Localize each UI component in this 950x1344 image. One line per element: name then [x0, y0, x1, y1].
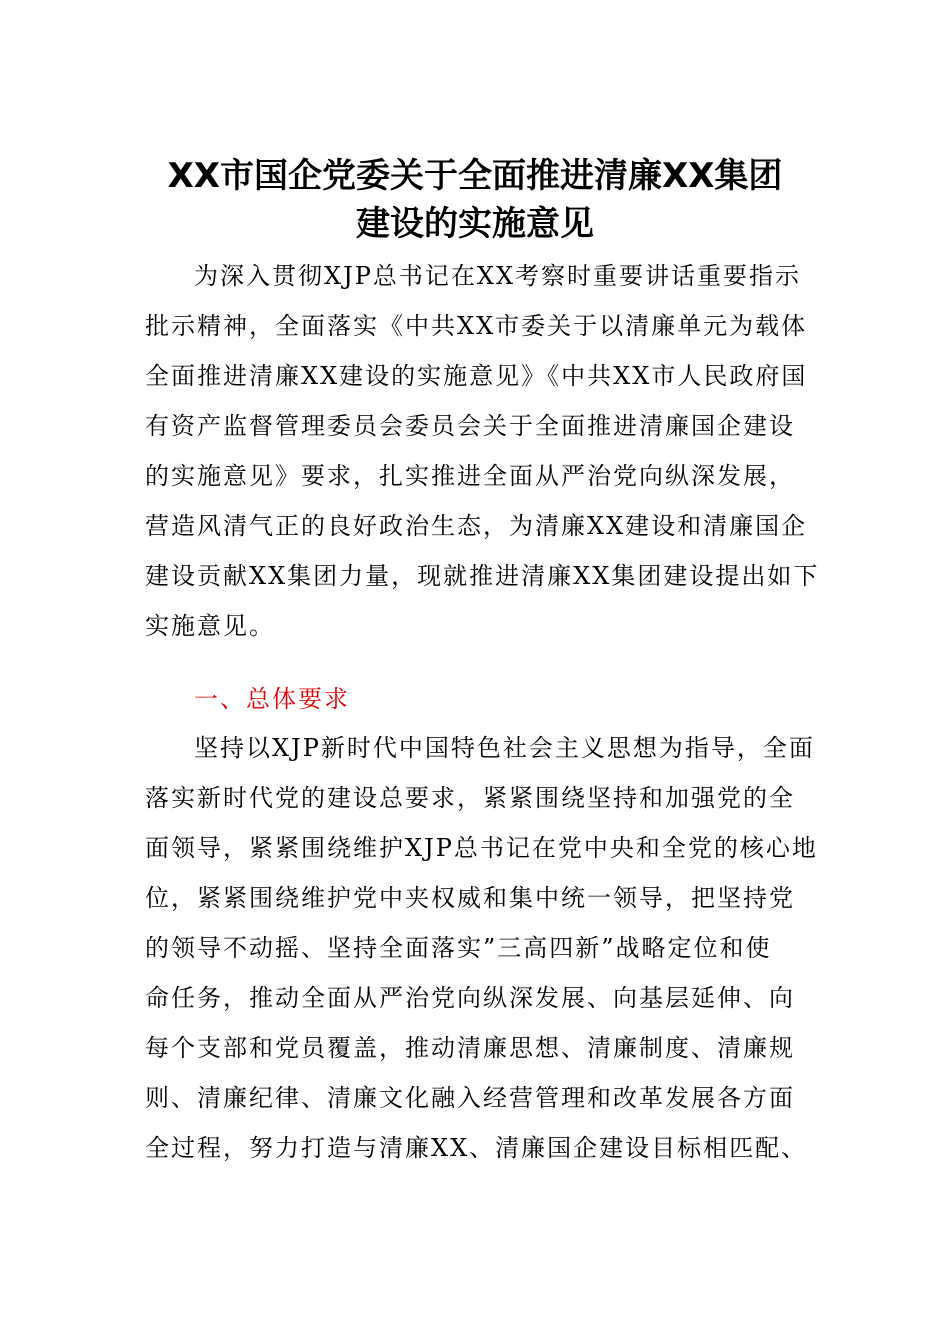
intro-paragraph-line: 营造风清气正的良好政治生态，为清廉XX建设和清廉国企	[145, 512, 808, 540]
section-paragraph-line: 全过程，努力打造与清廉XX、清廉国企建设目标相匹配、	[145, 1134, 808, 1162]
section-paragraph-line: 面领导，紧紧围绕维护XJP总书记在党中央和全党的核心地	[145, 834, 818, 862]
intro-paragraph-line: 建设贡献XX集团力量，现就推进清廉XX集团建设提出如下	[145, 562, 820, 590]
section-paragraph-line: 位，紧紧围绕维护党中夹权威和集中统一领导，把坚持党	[145, 884, 795, 912]
section-heading-general-requirements: 一、总体要求	[194, 685, 350, 713]
section-paragraph-line: 则、清廉纪律、清廉文化融入经营管理和改革发展各方面	[145, 1084, 795, 1112]
section-paragraph-line: 的领导不动摇、坚持全面落实”三高四新”战略定位和使	[145, 934, 772, 962]
section-paragraph-line: 坚持以XJP新时代中国特色社会主义思想为指导，全面	[194, 734, 815, 762]
intro-paragraph-line: 实施意见。	[145, 612, 275, 640]
section-paragraph-line: 命任务，推动全面从严治党向纵深发展、向基层延伸、向	[145, 984, 795, 1012]
document-title-line-2: 建设的实施意见	[356, 204, 594, 244]
intro-paragraph-line: 有资产监督管理委员会委员会关于全面推进清廉国企建设	[145, 412, 795, 440]
intro-paragraph-line: 批示精神，全面落实《中共XX市委关于以清廉单元为载体	[145, 312, 808, 340]
intro-paragraph-line: 的实施意见》要求，扎实推进全面从严治党向纵深发展，	[145, 462, 795, 490]
intro-paragraph-line: 为深入贯彻XJP总书记在XX考察时重要讲话重要指示	[194, 262, 802, 290]
section-paragraph-line: 落实新时代党的建设总要求，紧紧围绕坚持和加强党的全	[145, 784, 795, 812]
document-title-line-1: XX市国企党委关于全面推进清廉XX集团	[167, 156, 783, 196]
section-paragraph-line: 每个支部和党员覆盖，推动清廉思想、清廉制度、清廉规	[145, 1034, 795, 1062]
intro-paragraph-line: 全面推进清廉XX建设的实施意见》《中共XX市人民政府国	[145, 362, 808, 390]
